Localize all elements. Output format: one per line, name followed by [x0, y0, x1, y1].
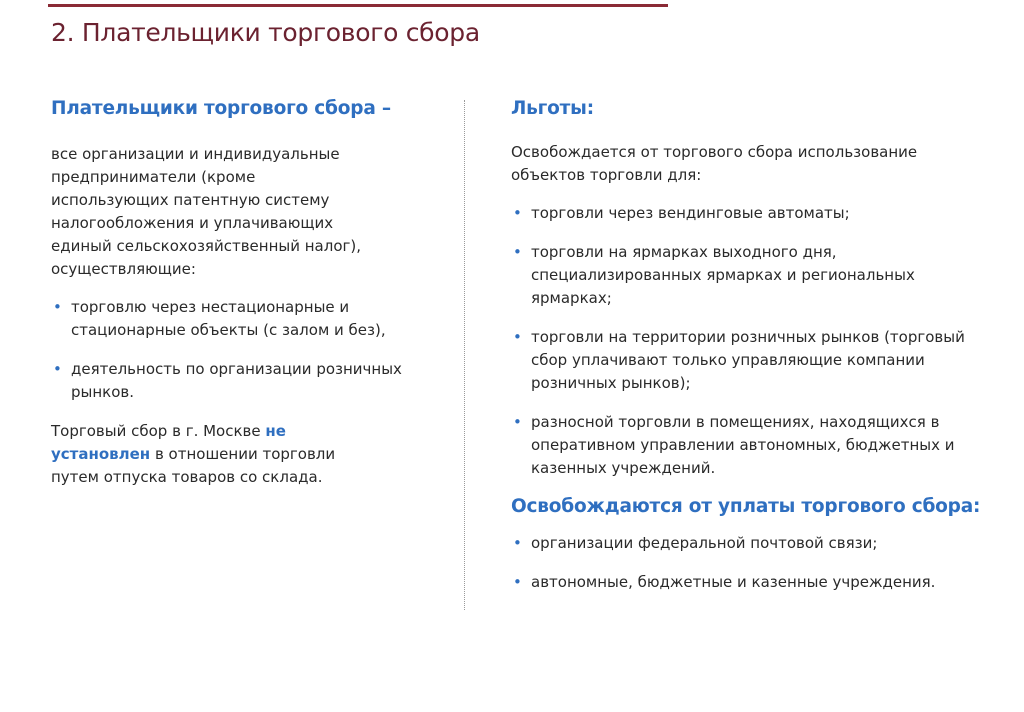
- bullet-icon: •: [513, 204, 522, 222]
- column-divider: [464, 100, 465, 610]
- exempt-list: [511, 532, 1001, 594]
- payers-intro: все организации и индивидуальные предприниматели (кроме использующих патентную систему налогообложения и уплачивающих единый сельскохозяйственный налог), осуществляющие:: [51, 145, 361, 278]
- exempt-heading: Освобождаются от уплаты торгового сбора:: [511, 496, 981, 517]
- list-item: [511, 202, 1001, 225]
- list-item-text: торговли на ярмарках выходного дня, специализированных ярмарках и региональных ярмарках;: [531, 243, 915, 307]
- list-item: [511, 571, 1001, 594]
- page-title: 2. Плательщики торгового сбора: [51, 18, 480, 47]
- benefits-intro: Освобождается от торгового сбора использование объектов торговли для:: [511, 143, 918, 184]
- moscow-text-after: в отношении торговли путем отпуска товаров со склада.: [51, 445, 336, 486]
- list-item: [511, 241, 961, 310]
- payers-list: [51, 296, 446, 404]
- benefits-heading: Льготы:: [511, 98, 594, 119]
- list-item: [511, 411, 1001, 480]
- bullet-icon: •: [513, 243, 522, 261]
- list-item: [511, 326, 971, 395]
- list-item-text: торговли на территории розничных рынков (торговый сбор уплачивают только управляющие компании розничных рынков);: [531, 328, 965, 392]
- moscow-highlight: не установлен: [51, 422, 286, 463]
- bullet-icon: •: [513, 413, 522, 431]
- list-item-text: разносной торговли в помещениях, находящихся в оперативном управлении автономных, бюджетных и казенных учреждений.: [531, 413, 955, 477]
- bullet-icon: •: [513, 534, 522, 552]
- bullet-icon: •: [513, 328, 522, 346]
- list-item-text: торговли через вендинговые автоматы;: [531, 204, 850, 222]
- list-item: [51, 358, 416, 404]
- moscow-note: [51, 420, 371, 489]
- top-rule: [48, 4, 668, 7]
- list-item: [511, 532, 1001, 555]
- right-column: [511, 98, 1001, 610]
- benefits-list: [511, 202, 1001, 480]
- bullet-icon: •: [53, 298, 62, 316]
- list-item: [51, 296, 401, 342]
- list-item-text: деятельность по организации розничных рынков.: [71, 360, 402, 401]
- bullet-icon: •: [53, 360, 62, 378]
- list-item-text: автономные, бюджетные и казенные учреждения.: [531, 573, 936, 591]
- bullet-icon: •: [513, 573, 522, 591]
- list-item-text: торговлю через нестационарные и стационарные объекты (с залом и без),: [71, 298, 386, 339]
- payers-heading: Плательщики торгового сбора –: [51, 98, 391, 119]
- moscow-text-before: Торговый сбор в г. Москве: [51, 422, 266, 440]
- left-column: [51, 98, 446, 489]
- list-item-text: организации федеральной почтовой связи;: [531, 534, 878, 552]
